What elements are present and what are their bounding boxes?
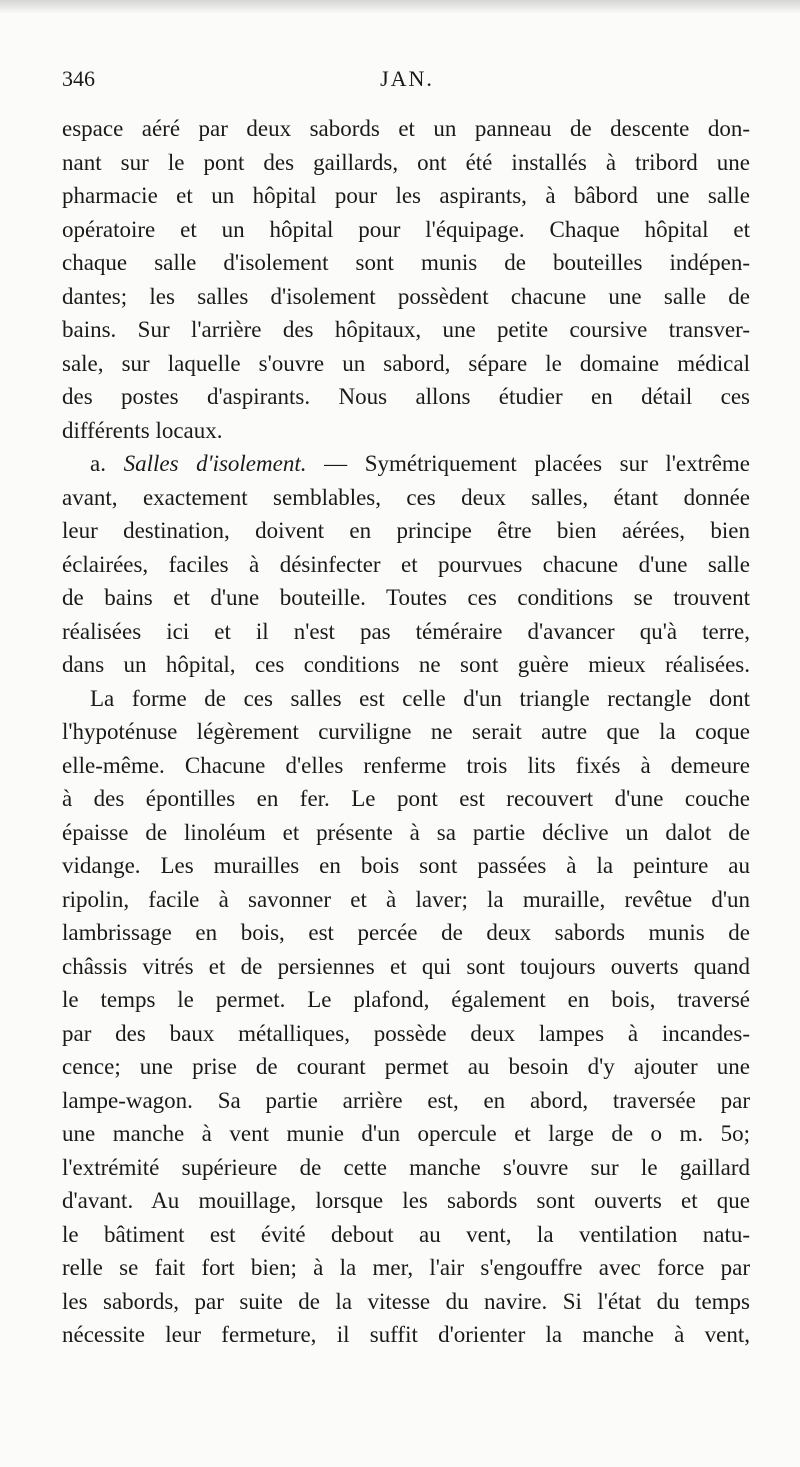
text-line: nécessite leur fermeture, il suffit d'orienter la manche à vent, (62, 1322, 750, 1347)
text-line: bains. Sur l'arrière des hôpitaux, une petite coursive transver- (62, 317, 750, 342)
text-line: à des épontilles en fer. Le pont est recouvert d'une couche (62, 786, 750, 811)
text-line: relle se fait fort bien; à la mer, l'air s'engouffre avec force par (62, 1255, 750, 1280)
text-line: espace aéré par deux sabords et un panneau de descente don- (62, 116, 750, 141)
text-line: différents locaux. (62, 417, 223, 443)
text-line: elle-même. Chacune d'elles renferme trois lits fixés à demeure (62, 752, 750, 778)
text-line: chaque salle d'isolement sont munis de bouteilles indépen- (62, 250, 750, 275)
text-line: sale, sur laquelle s'ouvre un sabord, sépare le domaine médical (62, 350, 750, 376)
text-line: opératoire et un hôpital pour l'équipage. Chaque hôpital et (62, 216, 750, 242)
text-line: dans un hôpital, ces conditions ne sont guère mieux réalisées. (62, 652, 750, 677)
text-line: vidange. Les murailles en bois sont passées à la peinture au (62, 853, 750, 878)
section-title: Salles d'isolement. (123, 451, 307, 476)
text-line: le temps le permet. Le plafond, également en bois, traversé (62, 987, 750, 1012)
running-header (62, 66, 752, 102)
text-line: les sabords, par suite de la vitesse du navire. Si l'état du temps (62, 1288, 750, 1314)
body-text (62, 112, 750, 1352)
text-line: l'hypoténuse légèrement curviligne ne serait autre que la coque (62, 719, 750, 744)
text-line: par des baux métalliques, possède deux lampes à incandes- (62, 1020, 750, 1046)
section-letter: a. (90, 451, 106, 476)
text-line: dantes; les salles d'isolement possèdent chacune une salle de (62, 283, 750, 309)
text-line: réalisées ici et il n'est pas téméraire d'avancer qu'à terre, (62, 618, 750, 644)
text-line: avant, exactement semblables, ces deux salles, étant donnée (62, 484, 750, 510)
text-line: lambrissage en bois, est percée de deux sabords munis de (62, 920, 750, 945)
text-line: l'extrémité supérieure de cette manche s'ouvre sur le gaillard (62, 1154, 750, 1180)
section-heading-line (62, 447, 750, 481)
text-line: cence; une prise de courant permet au besoin d'y ajouter une (62, 1054, 750, 1079)
text-line: châssis vitrés et de persiennes et qui sont toujours ouverts quand (62, 953, 750, 979)
text-line: éclairées, faciles à désinfecter et pourvues chacune d'une salle (62, 551, 750, 577)
text-line: pharmacie et un hôpital pour les aspirants, à bâbord une salle (62, 183, 750, 208)
text-line: lampe-wagon. Sa partie arrière est, en abord, traversée par (62, 1087, 750, 1113)
text-line: de bains et d'une bouteille. Toutes ces conditions se trouvent (62, 585, 750, 610)
text-line: ripolin, facile à savonner et à laver; la muraille, revêtue d'un (62, 886, 750, 912)
text-line: La forme de ces salles est celle d'un triangle rectangle dont (90, 685, 750, 711)
text-line: nant sur le pont des gaillards, ont été installés à tribord une (62, 149, 750, 175)
scan-top-edge (0, 0, 800, 14)
text-line: épaisse de linoléum et présente à sa partie déclive un dalot de (62, 819, 750, 845)
header-title: JAN. (380, 66, 434, 91)
text-line: d'avant. Au mouillage, lorsque les sabords sont ouverts et que (62, 1188, 750, 1213)
text-line: une manche à vent munie d'un opercule et large de o m. 5o; (62, 1121, 750, 1146)
page-number: 346 (62, 66, 95, 91)
text-line: le bâtiment est évité debout au vent, la ventilation natu- (62, 1221, 750, 1247)
text-line: des postes d'aspirants. Nous allons étudier en détail ces (62, 384, 750, 409)
section-lead-text: — Symétriquement placées sur l'extrême (324, 451, 750, 476)
text-line: leur destination, doivent en principe être bien aérées, bien (62, 518, 750, 543)
